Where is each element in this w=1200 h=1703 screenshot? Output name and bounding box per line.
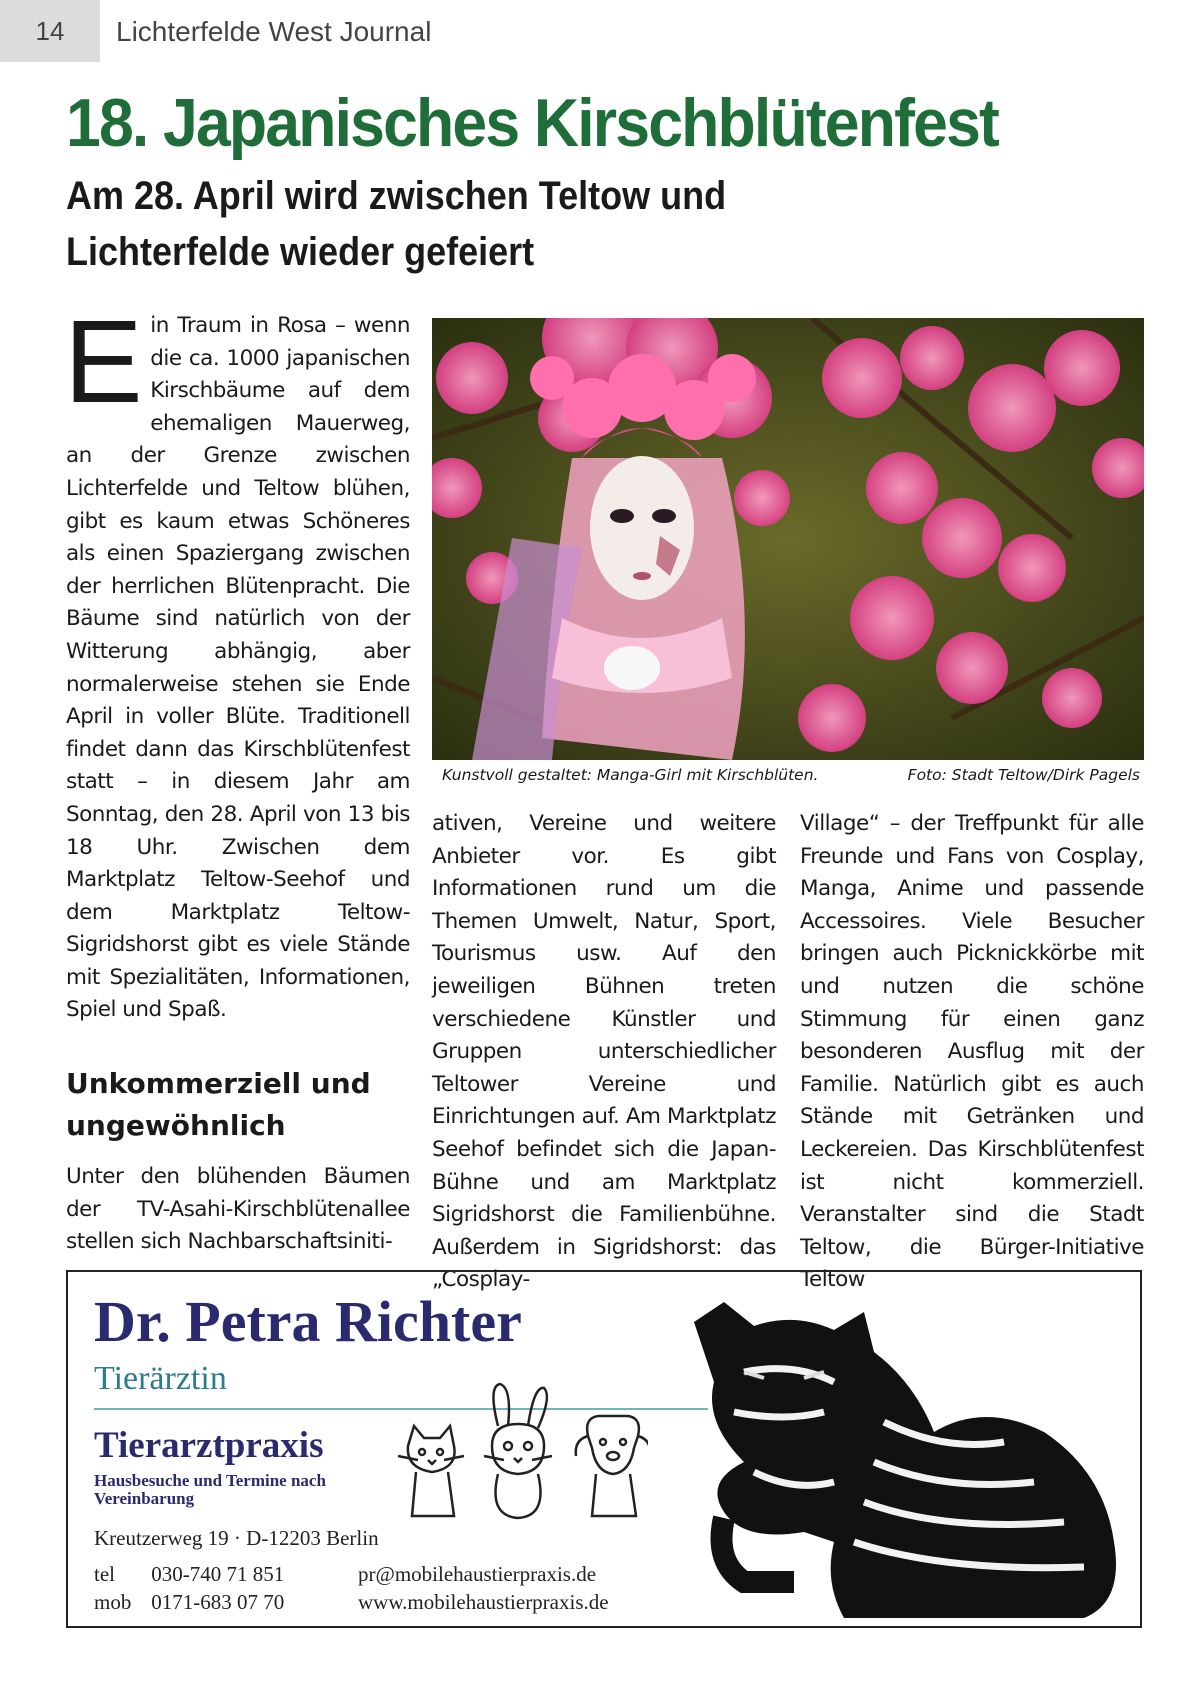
- ad-email-link[interactable]: pr@mobilehaustierpraxis.de: [358, 1562, 597, 1586]
- article-column-3: Village“ – der Treffpunkt für alle Freunde und Fans von Cosplay, Manga, Anime und passende Accessoires. Viele Besucher bringen auch Picknickkörbe mit und nutzen die schöne Stimmung für einen ganz besonderen Ausflug mit der Familie. Natürlich gibt es auch Stände mit Getränken und Leckereien. Das Kirschblütenfest ist nicht kommerziell. Veranstalter sind die Stadt Teltow, die Bürger-Initiative Teltow: [800, 811, 1144, 1293]
- vet-advertisement: [66, 1270, 1142, 1628]
- mob-number[interactable]: 0171-683 07 70: [151, 1590, 285, 1614]
- ad-vet-name: Dr. Petra Richter: [94, 1289, 522, 1354]
- cat-illustration: [684, 1282, 1134, 1622]
- ad-address: Kreutzerweg 19 · D-12203 Berlin: [94, 1526, 379, 1550]
- ad-visits: Hausbesuche und Termine nach Vereinbarung: [94, 1471, 326, 1508]
- ad-practice: Tierarztpraxis: [94, 1425, 324, 1466]
- tel-number[interactable]: 030-740 71 851: [151, 1562, 285, 1586]
- article-paragraph-1: in Traum in Rosa – wenn die ca. 1000 japanischen Kirschbäume auf dem ehemaligen Mauerweg, an der Grenze zwischen Lichterfelde und Teltow blühen, gibt es kaum etwas Schöneres als einen Spaziergang zwischen der herrlichen Blütenpracht. Die Bäume sind natürlich von der Witterung abhängig, aber normalerweise stehen sie Ende April in voller Blüte. Traditionell findet dann das Kirschblütenfest statt – in diesem Jahr am Sonntag, den 28. April von 13 bis 18 Uhr. Zwischen dem Marktplatz Teltow-Seehof und dem Marktplatz Teltow-Sigridshorst gibt es viele Stände mit Spezialitäten, Informationen, Spiel und Spaß.: [66, 313, 410, 1023]
- mob-label: mob: [94, 1590, 132, 1614]
- journal-title: Lichterfelde West Journal: [116, 16, 432, 47]
- dropcap: E: [64, 296, 143, 428]
- article-column-1: [64, 296, 410, 1259]
- ad-mobile-row: [94, 1590, 284, 1615]
- manga-girl-photo: [432, 318, 1144, 760]
- ad-website-link[interactable]: www.mobilehaustierpraxis.de: [358, 1590, 609, 1614]
- page-number: 14: [0, 0, 100, 62]
- pets-illustration: [388, 1376, 648, 1526]
- photo-caption: Kunstvoll gestaltet: Manga-Girl mit Kirschblüten.: [442, 766, 819, 784]
- article-subheadline: Am 28. April wird zwischen Teltow und Lichterfelde wieder gefeiert: [66, 174, 727, 274]
- photo-credit: Foto: Stadt Teltow/Dirk Pagels: [907, 766, 1140, 784]
- article-column-2: ativen, Vereine und weitere Anbieter vor. Es gibt Informationen rund um die Themen Umwelt, Natur, Sport, Tourismus usw. Auf den jeweiligen Bühnen treten verschiedene Künstler und Gruppen unterschiedlicher Teltower Vereine und Einrichtungen auf. Am Marktplatz Seehof befindet sich die Japan-Bühne und am Marktplatz Sigridshorst die Familienbühne. Außerdem in Sigridshorst: das „Cosplay-: [432, 811, 776, 1293]
- article-photo: [432, 318, 1144, 760]
- article-headline: 18. Japanisches Kirschblütenfest: [66, 85, 999, 161]
- tel-label: tel: [94, 1562, 115, 1586]
- section-subheading: Unkommerziell und ungewöhnlich: [66, 1067, 371, 1143]
- article-paragraph-2: Unter den blühenden Bäumen der TV-Asahi-Kirschblütenallee stellen sich Nachbarschaftsiniti-: [66, 1164, 410, 1255]
- ad-phone-row: [94, 1562, 284, 1587]
- ad-vet-title: Tierärztin: [94, 1360, 227, 1397]
